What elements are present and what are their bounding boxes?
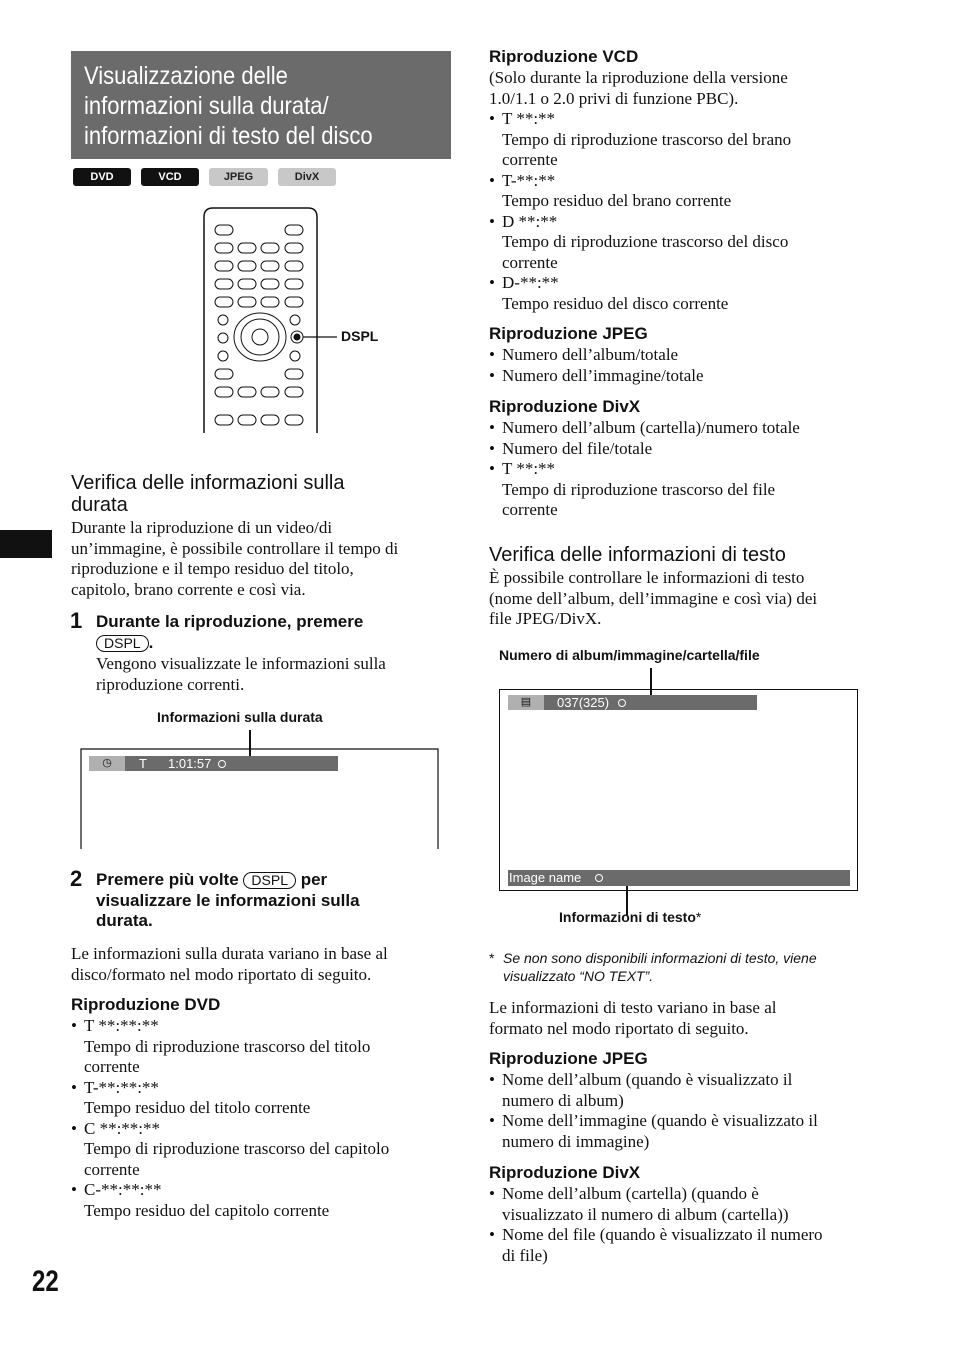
- step-2-number: 2: [70, 866, 83, 891]
- album-number-value: 037(325): [557, 695, 610, 710]
- step-1-desc-line: riproduzione correnti.: [96, 674, 245, 694]
- dvd-list: [71, 1016, 451, 1221]
- step-1-desc-line: Vengono visualizzate le informazioni sulla: [96, 654, 386, 673]
- list-item: • Numero dell’album/totale: [489, 345, 704, 366]
- footnote: [489, 949, 817, 985]
- vcd-section: [489, 68, 879, 314]
- step-2-text-a: Premere più volte: [96, 870, 239, 889]
- list-item: • T-**:**:** Tempo residuo del titolo corrente: [71, 1078, 451, 1119]
- jpeg-heading: Riproduzione JPEG: [489, 324, 648, 343]
- badge-vcd: VCD: [141, 168, 199, 186]
- intro-line: capitolo, brano corrente e così via.: [71, 579, 306, 599]
- divx2-list: [489, 1184, 823, 1266]
- list-item: • Numero del file/totale: [489, 439, 800, 460]
- list-item: • C-**:**:** Tempo residuo del capitolo corrente: [71, 1180, 451, 1221]
- duration-info-bar: [89, 756, 338, 771]
- intro-line: riproduzione e il tempo residuo del titolo,: [71, 559, 354, 578]
- image-name-value: Image name: [509, 870, 582, 885]
- vcd-heading: Riproduzione VCD: [489, 47, 639, 66]
- footnote-marker: *: [489, 950, 495, 966]
- step-2-line: durata.: [96, 911, 153, 930]
- duration-variation-text: [71, 944, 388, 985]
- badge-divx: DivX: [278, 168, 336, 186]
- jpeg2-heading: Riproduzione JPEG: [489, 1049, 648, 1068]
- clock-icon: ◷: [89, 756, 125, 771]
- list-item: • Numero dell’album (cartella)/numero totale: [489, 418, 800, 439]
- footnote-line: visualizzato “NO TEXT”.: [503, 968, 654, 984]
- album-number-bar: [508, 695, 757, 710]
- list-item: • T **:** Tempo di riproduzione trascorso del file corrente: [489, 459, 800, 521]
- list-item: • Nome dell’immagine (quando è visualizzato il numero di immagine): [489, 1111, 818, 1152]
- dspl-callout-label: DSPL: [341, 328, 379, 344]
- step-2-text-b: per: [300, 870, 328, 889]
- divx-list: [489, 418, 800, 521]
- step-1-instruction: [96, 612, 363, 653]
- section2-intro: [489, 568, 817, 630]
- chapter-tab: [0, 530, 52, 558]
- list-item: • T **:**:** Tempo di riproduzione trascorso del titolo corrente: [71, 1016, 451, 1078]
- list-item: • T-**:** Tempo residuo del brano corrente: [489, 171, 879, 212]
- duration-info-label: Informazioni sulla durata: [157, 709, 323, 725]
- text-after-line: Le informazioni di testo variano in base al: [489, 998, 777, 1017]
- step-2-instruction: [96, 870, 360, 932]
- image-icon: ▤: [508, 695, 544, 710]
- section1-intro: [71, 518, 398, 600]
- section1-heading: [71, 472, 344, 516]
- after-line: Le informazioni sulla durata variano in base al: [71, 944, 388, 963]
- duration-screen-frame: [80, 725, 442, 850]
- list-item: • Nome dell’album (quando è visualizzato il numero di album): [489, 1070, 818, 1111]
- sec2-intro-line: file JPEG/DivX.: [489, 609, 602, 628]
- callout-dot-icon: [595, 874, 603, 882]
- page-number: 22: [32, 1265, 59, 1298]
- badge-dvd: DVD: [73, 168, 131, 186]
- image-name-bar: [508, 870, 850, 886]
- list-item: • Numero dell’immagine/totale: [489, 366, 704, 387]
- jpeg-list: [489, 345, 704, 386]
- dvd-heading: Riproduzione DVD: [71, 995, 221, 1014]
- jpeg2-list: [489, 1070, 818, 1152]
- divx2-heading: Riproduzione DivX: [489, 1163, 641, 1182]
- step-1-text: Durante la riproduzione, premere: [96, 612, 364, 631]
- title-line-3: informazioni di testo del disco: [84, 122, 373, 150]
- text-info-label: Informazioni di testo*: [559, 909, 702, 925]
- list-item: • C **:**:** Tempo di riproduzione trascorso del capitolo corrente: [71, 1119, 451, 1181]
- text-info-screen: [499, 689, 858, 891]
- vcd-intro-line: (Solo durante la riproduzione della versione: [489, 68, 788, 87]
- section2-heading: Verifica delle informazioni di testo: [489, 544, 786, 566]
- callout-dot-icon: [618, 699, 626, 707]
- list-item: • Nome dell’album (cartella) (quando è visualizzato il numero di album (cartella)): [489, 1184, 823, 1225]
- list-item: • Nome del file (quando è visualizzato il numero di file): [489, 1225, 823, 1266]
- divx-heading: Riproduzione DivX: [489, 397, 641, 416]
- list-item: • T **:** Tempo di riproduzione trascorso del brano corrente: [489, 109, 879, 171]
- intro-line: un’immagine, è possibile controllare il tempo di: [71, 538, 399, 558]
- page-title: [71, 51, 451, 159]
- vcd-intro-line: 1.0/1.1 o 2.0 privi di funzione PBC).: [489, 88, 739, 108]
- sec2-intro-line: (nome dell’album, dell’immagine e così via) dei: [489, 588, 818, 608]
- dspl-key-icon: DSPL: [96, 635, 149, 652]
- footnote-line: Se non sono disponibili informazioni di testo, viene: [503, 950, 817, 966]
- badge-jpeg: JPEG: [209, 168, 268, 186]
- text-variation-text: [489, 998, 777, 1039]
- list-item: • D **:** Tempo di riproduzione trascorso del disco corrente: [489, 212, 879, 274]
- title-line-2: informazioni sulla durata/: [84, 92, 329, 120]
- section1-heading-line-1: Verifica delle informazioni sulla: [71, 472, 345, 494]
- text-after-line: formato nel modo riportato di seguito.: [489, 1018, 749, 1038]
- step-2-line: visualizzare le informazioni sulla: [96, 890, 360, 910]
- section1-heading-line-2: durata: [71, 494, 128, 516]
- album-number-label: Numero di album/immagine/cartella/file: [499, 647, 760, 663]
- title-line-1: Visualizzazione delle: [84, 62, 288, 90]
- remote-control-illustration: [195, 203, 355, 435]
- sec2-intro-line: È possibile controllare le informazioni di testo: [489, 568, 805, 587]
- list-item: • D-**:** Tempo residuo del disco corrente: [489, 273, 879, 314]
- step-1-description: [96, 654, 386, 695]
- step-1-tail: .: [148, 632, 154, 652]
- step-1-number: 1: [70, 608, 83, 633]
- after-line: disco/formato nel modo riportato di seguito.: [71, 964, 372, 984]
- dspl-key-icon: DSPL: [243, 872, 296, 889]
- callout-dot-icon: [218, 760, 226, 768]
- duration-mode: T: [139, 756, 147, 771]
- duration-time: 1:01:57: [168, 756, 212, 771]
- intro-line: Durante la riproduzione di un video/di: [71, 518, 333, 537]
